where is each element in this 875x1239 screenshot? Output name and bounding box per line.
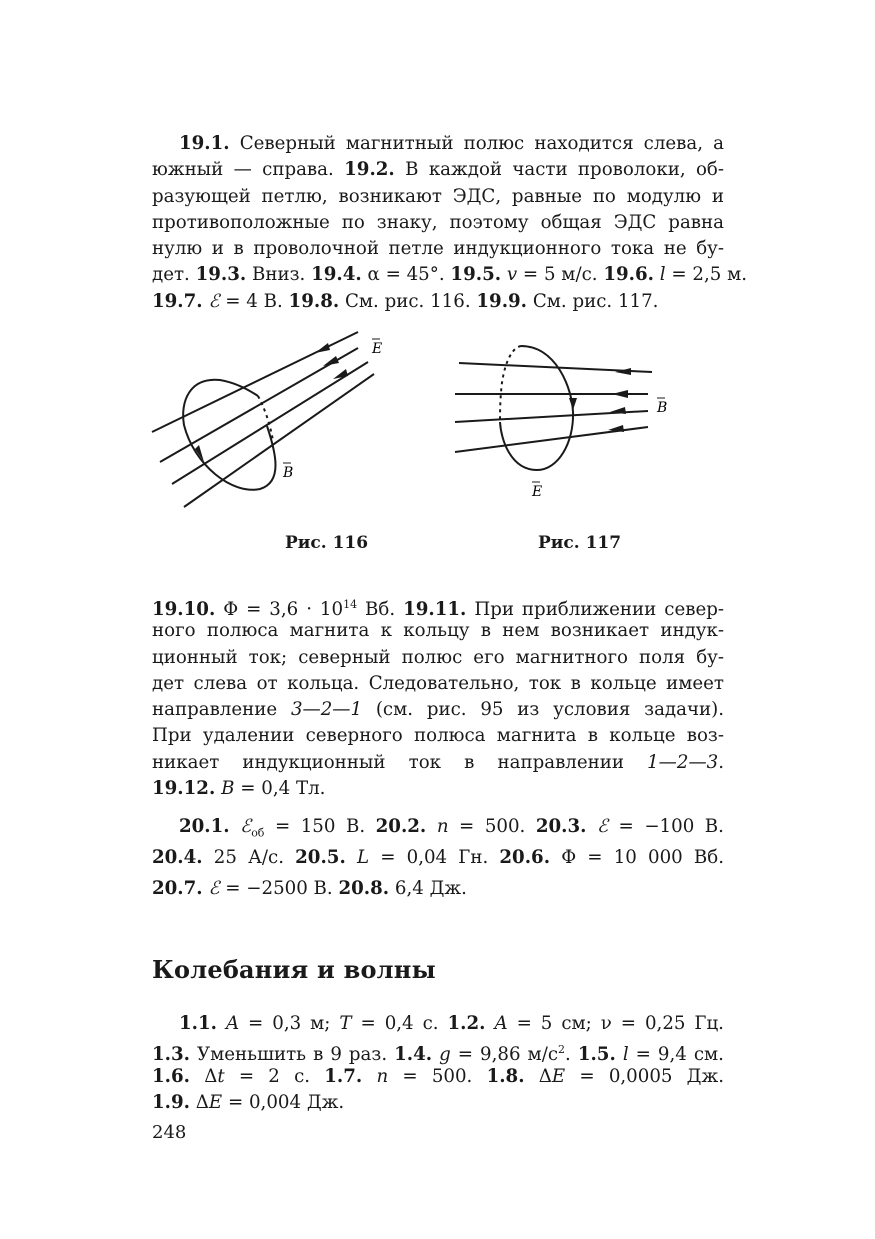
text-run	[426, 816, 437, 837]
answer-number: 20.3.	[535, 816, 587, 837]
text-run: = 0,0005 Дж.	[565, 1065, 724, 1087]
text-run: = 0,4 с.	[351, 1013, 448, 1034]
text-line	[152, 157, 724, 183]
text-run: об	[251, 826, 265, 840]
text-run: Δ	[524, 1065, 552, 1087]
answer-number: 1.6.	[152, 1065, 190, 1087]
text-run: При удалении северного полюса магнита в кольце воз-	[152, 725, 724, 747]
answer-number: 19.11.	[403, 599, 467, 621]
loop-back	[258, 396, 273, 441]
text-run: ℰ	[208, 878, 220, 899]
text-run: E	[551, 1065, 566, 1087]
text-line	[152, 236, 724, 262]
text-run: B	[221, 778, 235, 800]
text-run	[230, 816, 241, 837]
text-run: Северный магнитный полюс находится слева, а	[229, 133, 724, 154]
answers-20-1-to-20-8	[152, 811, 724, 904]
answer-number: 20.6.	[499, 847, 551, 868]
text-run: нулю и в проволочной петле индукционного тока не бу-	[152, 238, 724, 260]
answers-19-10-to-19-12	[152, 592, 724, 802]
text-run: = 500.	[448, 816, 536, 837]
text-run: = 0,4 Тл.	[234, 778, 326, 800]
answer-number: 19.5.	[450, 264, 502, 286]
text-run: α = 45°.	[361, 264, 451, 286]
text-run: ного полюса магнита к кольцу в нем возникает индук-	[152, 620, 724, 642]
text-line	[152, 184, 724, 210]
text-run: (см. рис. 95 из условия задачи).	[362, 699, 724, 721]
text-run: n	[436, 816, 449, 837]
text-line	[152, 645, 724, 671]
answer-number: 19.7.	[152, 290, 203, 312]
text-run: 2	[558, 1043, 566, 1057]
arrow-head	[612, 390, 628, 398]
text-run: g	[439, 1044, 451, 1066]
figure-116-diagram	[140, 325, 400, 525]
answer-number: 19.6.	[603, 264, 654, 286]
text-line	[152, 289, 724, 315]
text-run: = 500.	[388, 1065, 487, 1087]
text-run: Вб.	[357, 599, 404, 621]
answer-number: 20.5.	[295, 847, 346, 868]
answer-number: 19.10.	[152, 599, 216, 621]
arrow-head	[315, 343, 330, 353]
text-run: l	[622, 1044, 629, 1066]
text-run	[362, 1066, 376, 1087]
text-run: = 0,004 Дж.	[222, 1091, 345, 1113]
text-run	[346, 847, 357, 868]
answer-number: 19.9.	[476, 290, 528, 312]
text-run: = −2500 В.	[219, 878, 339, 899]
text-line	[152, 873, 724, 904]
text-run: разующей петлю, возникают ЭДС, равные по модулю и	[152, 185, 724, 207]
answer-number: 19.8.	[288, 290, 340, 312]
text-run: = 9,86 м/с	[450, 1044, 559, 1066]
text-run	[586, 816, 597, 837]
answer-number: 1.2.	[447, 1013, 486, 1034]
text-run: ℰ	[240, 816, 252, 837]
text-line	[152, 1011, 724, 1037]
answer-number: 20.2.	[375, 816, 427, 837]
text-run: ℰ	[597, 816, 609, 837]
answer-number: 1.4.	[394, 1044, 433, 1066]
answers-oscillations-1-1-to-1-9	[152, 1011, 724, 1116]
field-line	[172, 362, 368, 484]
answer-number: 19.3.	[195, 264, 247, 286]
loop-front	[183, 380, 275, 490]
text-line	[152, 262, 748, 288]
text-line	[152, 811, 724, 842]
answer-number: 19.2.	[344, 159, 395, 181]
text-run: n	[376, 1065, 389, 1087]
section-title: Колебания и волны	[152, 955, 436, 984]
text-run: 3—2—1	[290, 699, 363, 721]
text-run: = 5 м/с.	[517, 264, 604, 286]
text-run	[217, 1013, 226, 1034]
text-run: дет.	[152, 264, 196, 286]
text-line	[152, 671, 724, 697]
text-run: Уменьшить в 9 раз.	[189, 1044, 395, 1066]
arrow-head	[323, 356, 339, 366]
text-run: 6,4 Дж.	[389, 878, 467, 899]
text-run: E	[208, 1091, 223, 1113]
text-run: 25 А/с.	[202, 847, 296, 868]
text-run: никает индукционный ток в направлении	[152, 751, 648, 773]
text-run: ционный ток; северный полюс его магнитного поля бу-	[152, 646, 724, 668]
text-run: При приближении север-	[466, 599, 724, 621]
text-line	[152, 131, 724, 157]
text-run: = 5 см; ν = 0,25 Гц.	[507, 1013, 724, 1034]
text-run: v	[506, 264, 518, 286]
text-line	[152, 1064, 724, 1090]
answer-number: 1.7.	[324, 1065, 363, 1087]
text-line	[152, 592, 724, 621]
arrow-head	[333, 369, 348, 379]
text-run: = 150 В.	[264, 816, 376, 837]
answer-number: 1.8.	[486, 1065, 525, 1087]
loop-back	[500, 346, 521, 422]
answer-number: 19.1.	[179, 133, 230, 154]
text-run: дет слева от кольца. Следовательно, ток в кольце имеет	[152, 672, 724, 694]
answer-number: 1.3.	[152, 1044, 190, 1066]
text-run: 14	[343, 598, 358, 611]
text-line	[152, 1090, 724, 1116]
arrow-head	[569, 398, 577, 410]
text-run: = 2,5 м.	[665, 264, 748, 286]
vector-b-label: B	[283, 465, 294, 481]
answer-number: 19.12.	[152, 778, 216, 800]
vector-b-label: B	[657, 400, 668, 416]
text-run: Вниз.	[246, 264, 312, 286]
text-run: 1—2—3	[647, 751, 719, 773]
text-run: = 0,3 м;	[239, 1013, 340, 1034]
text-run: = −100 В.	[608, 816, 724, 837]
text-line	[152, 697, 724, 723]
text-run: Φ = 10 000 Вб.	[550, 847, 724, 868]
arrow-head	[615, 368, 631, 375]
answer-number: 20.8.	[338, 878, 390, 899]
text-line	[152, 842, 724, 873]
text-run: .	[565, 1044, 578, 1066]
text-line	[152, 750, 724, 776]
figure-117-diagram	[445, 338, 685, 508]
text-line	[152, 723, 724, 749]
text-run: = 4 В.	[219, 290, 289, 312]
text-line	[152, 618, 724, 644]
text-run: l	[659, 264, 666, 286]
answer-number: 1.5.	[577, 1044, 616, 1066]
vector-e-label: E	[532, 484, 543, 500]
answer-number: 20.7.	[152, 878, 203, 899]
figure-116-caption: Рис. 116	[285, 533, 369, 553]
text-run: направление	[152, 699, 291, 721]
answer-number: 1.1.	[179, 1013, 217, 1034]
answer-number: 20.1.	[179, 816, 230, 837]
text-run	[616, 1044, 623, 1065]
page-number: 248	[152, 1122, 187, 1143]
text-run: = 0,04 Гн.	[369, 847, 500, 868]
text-run: Δ	[189, 1065, 218, 1087]
text-run: t	[217, 1065, 225, 1087]
text-line	[152, 1037, 724, 1066]
figure-117-caption: Рис. 117	[538, 533, 622, 553]
text-run: См. рис. 116.	[339, 290, 477, 312]
text-run: См. рис. 117.	[527, 290, 659, 312]
text-run: противоположные по знаку, поэтому общая ЭДС равна	[152, 211, 724, 233]
answers-19-1-to-19-9	[152, 131, 748, 315]
text-run: T	[339, 1013, 352, 1034]
text-run: Δ	[189, 1091, 209, 1113]
text-line	[152, 776, 724, 802]
text-run: A	[225, 1013, 240, 1034]
text-run: .	[718, 751, 724, 773]
answer-number: 19.4.	[311, 264, 362, 286]
text-run: L	[356, 847, 370, 868]
text-run: ℰ	[208, 290, 220, 312]
text-run: = 2 с.	[224, 1065, 325, 1087]
text-run: В каждой части проволоки, об-	[394, 159, 724, 181]
text-line	[152, 210, 724, 236]
answer-number: 20.4.	[152, 847, 203, 868]
text-run: = 9,4 см.	[628, 1044, 724, 1066]
answer-number: 1.9.	[152, 1091, 190, 1113]
vector-e-label: E	[372, 341, 383, 357]
text-run: Φ = 3,6 · 10	[215, 599, 344, 621]
text-run: A	[494, 1013, 508, 1034]
text-run: южный — справа.	[152, 159, 345, 181]
